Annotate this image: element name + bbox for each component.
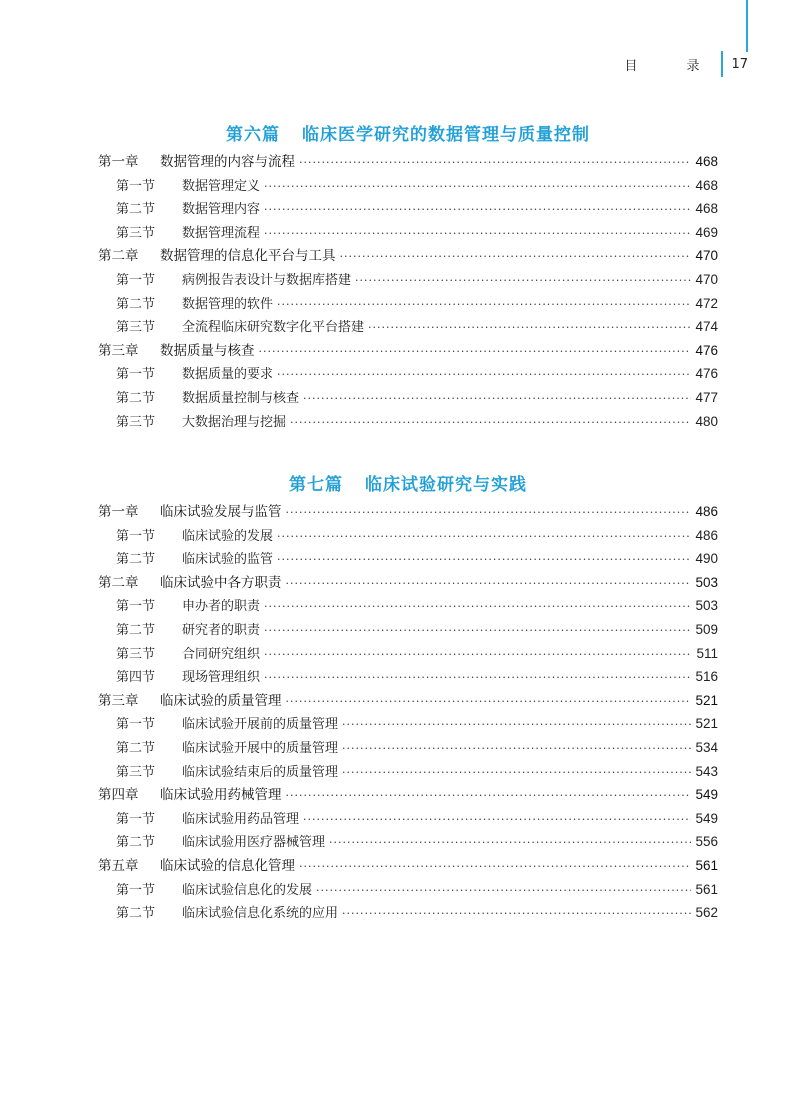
- entry-label: [116, 316, 364, 340]
- dot-leader: [329, 831, 691, 855]
- entry-page-number: 521: [695, 716, 718, 732]
- entry-title: 临床试验信息化系统的应用: [182, 906, 339, 922]
- entry-label: [116, 643, 260, 667]
- dot-leader: [264, 643, 692, 667]
- part-number: 第七篇: [289, 475, 343, 495]
- toc-section-entry[interactable]: [98, 642, 718, 666]
- toc-entries: [98, 500, 718, 925]
- entry-number: 第四章: [98, 787, 139, 804]
- entry-page-number: 561: [695, 881, 718, 897]
- entry-title: 数据质量的要求: [182, 367, 274, 383]
- header-divider: [721, 51, 723, 77]
- entry-number: 第二节: [116, 906, 156, 922]
- entry-label: [116, 879, 312, 903]
- entry-page-number: 476: [695, 342, 718, 358]
- entry-number: 第二节: [116, 390, 156, 406]
- toc-section-entry[interactable]: [98, 712, 718, 736]
- toc-section-entry[interactable]: [98, 410, 718, 434]
- entry-title: 数据管理的信息化平台与工具: [160, 248, 336, 265]
- toc-chapter-entry[interactable]: [98, 150, 718, 174]
- part-title: [98, 470, 718, 500]
- header-top-rule: [746, 0, 748, 52]
- toc-section-entry[interactable]: [98, 618, 718, 642]
- dot-leader: [342, 761, 691, 785]
- toc-chapter-entry[interactable]: [98, 689, 718, 713]
- entry-number: 第一节: [116, 367, 156, 383]
- entry-page-number: 468: [695, 154, 718, 169]
- toc-section-entry[interactable]: [98, 221, 718, 245]
- entry-label: [98, 501, 282, 525]
- entry-title: 临床试验开展前的质量管理: [182, 717, 339, 733]
- entry-label: [116, 525, 273, 549]
- toc-section-entry[interactable]: [98, 830, 718, 854]
- entry-number: 第一节: [116, 811, 156, 827]
- entry-number: 第二章: [98, 248, 139, 265]
- entry-label: [116, 222, 260, 246]
- dot-leader: [264, 595, 691, 619]
- entry-title: 合同研究组织: [182, 646, 261, 662]
- entry-title: 病例报告表设计与数据库搭建: [182, 272, 352, 288]
- entry-title: 临床试验中各方职责: [160, 574, 282, 591]
- entry-title: 数据管理内容: [182, 202, 261, 218]
- entry-title: 临床试验的信息化管理: [160, 857, 295, 874]
- entry-number: 第一节: [116, 717, 156, 733]
- entry-number: 第二节: [116, 740, 156, 756]
- entry-number: 第一节: [116, 599, 156, 615]
- toc-section-entry[interactable]: [98, 524, 718, 548]
- entry-page-number: 476: [695, 366, 718, 382]
- entry-page-number: 486: [695, 504, 718, 519]
- toc-entries: [98, 150, 718, 433]
- dot-leader: [264, 619, 691, 643]
- toc-section-entry[interactable]: [98, 760, 718, 784]
- entry-page-number: 470: [695, 248, 718, 264]
- page-number: 17: [731, 56, 748, 72]
- toc-section-entry[interactable]: [98, 197, 718, 221]
- entry-page-number: 561: [695, 857, 718, 873]
- dot-leader: [259, 340, 692, 364]
- dot-leader: [303, 808, 691, 832]
- toc-section-entry[interactable]: [98, 594, 718, 618]
- entry-label: [98, 690, 282, 714]
- toc-section-entry[interactable]: [98, 736, 718, 760]
- entry-title: 现场管理组织: [182, 670, 261, 686]
- entry-label: [116, 269, 351, 293]
- entry-page-number: 534: [695, 739, 718, 755]
- entry-page-number: 503: [695, 574, 718, 590]
- dot-leader: [264, 666, 691, 690]
- entry-page-number: 521: [695, 692, 718, 708]
- dot-leader: [355, 269, 691, 293]
- entry-page-number: 562: [695, 905, 718, 921]
- entry-title: 数据管理定义: [182, 178, 261, 194]
- toc-section-entry[interactable]: [98, 807, 718, 831]
- entry-number: 第二节: [116, 296, 156, 312]
- entry-number: 第二节: [116, 622, 156, 638]
- entry-label: [116, 808, 299, 832]
- toc-section-entry[interactable]: [98, 174, 718, 198]
- dot-leader: [316, 879, 691, 903]
- entry-label: [116, 595, 260, 619]
- entry-label: [116, 293, 273, 317]
- dot-leader: [277, 525, 691, 549]
- toc-chapter-entry[interactable]: [98, 854, 718, 878]
- entry-label: [98, 855, 295, 879]
- entry-title: 临床试验用药械管理: [160, 787, 282, 804]
- toc-section-entry[interactable]: [98, 292, 718, 316]
- entry-label: [98, 784, 282, 808]
- entry-page-number: 468: [695, 201, 718, 217]
- entry-number: 第三节: [116, 646, 156, 662]
- entry-page-number: 477: [695, 389, 718, 405]
- entry-label: [98, 340, 255, 364]
- dot-leader: [277, 293, 691, 317]
- part-number: 第六篇: [226, 125, 280, 145]
- toc-section-entry[interactable]: [98, 315, 718, 339]
- entry-number: 第一节: [116, 882, 156, 898]
- entry-page-number: 474: [695, 319, 718, 335]
- entry-number: 第三节: [116, 414, 156, 430]
- entry-label: [116, 737, 338, 761]
- dot-leader: [264, 222, 691, 246]
- entry-label: [116, 548, 273, 572]
- dot-leader: [299, 151, 691, 175]
- entry-number: 第二节: [116, 552, 156, 568]
- entry-page-number: 543: [695, 763, 718, 779]
- dot-leader: [277, 363, 691, 387]
- entry-page-number: 486: [695, 527, 718, 543]
- entry-title: 研究者的职责: [182, 622, 261, 638]
- entry-title: 全流程临床研究数字化平台搭建: [182, 320, 365, 336]
- dot-leader: [299, 855, 691, 879]
- dot-leader: [368, 316, 691, 340]
- entry-number: 第一节: [116, 528, 156, 544]
- entry-label: [98, 245, 336, 269]
- entry-number: 第三章: [98, 692, 139, 709]
- entry-title: 数据质量与核查: [160, 342, 255, 359]
- entry-page-number: 516: [695, 669, 718, 685]
- entry-page-number: 503: [695, 598, 718, 614]
- entry-number: 第一章: [98, 504, 139, 520]
- dot-leader: [303, 387, 691, 411]
- toc-section-entry[interactable]: [98, 901, 718, 925]
- entry-label: [116, 411, 286, 435]
- dot-leader: [342, 737, 691, 761]
- toc-section-entry[interactable]: [98, 547, 718, 571]
- entry-label: [116, 761, 338, 785]
- toc-chapter-entry[interactable]: [98, 500, 718, 524]
- toc-chapter-entry[interactable]: [98, 783, 718, 807]
- entry-page-number: 469: [695, 224, 718, 240]
- entry-page-number: 549: [695, 787, 718, 803]
- dot-leader: [264, 175, 691, 199]
- part-name: 临床医学研究的数据管理与质量控制: [302, 125, 590, 145]
- entry-page-number: 480: [695, 413, 718, 429]
- entry-page-number: 511: [696, 645, 718, 661]
- entry-number: 第三章: [98, 342, 139, 359]
- dot-leader: [286, 572, 692, 596]
- toc-section-entry[interactable]: [98, 268, 718, 292]
- entry-number: 第三节: [116, 764, 156, 780]
- entry-page-number: 472: [695, 295, 718, 311]
- entry-title: 临床试验的监管: [182, 552, 274, 568]
- dot-leader: [264, 198, 691, 222]
- toc-section-entry[interactable]: [98, 665, 718, 689]
- entry-label: [116, 198, 260, 222]
- part-name: 临床试验研究与实践: [365, 475, 527, 495]
- dot-leader: [340, 245, 692, 269]
- entry-number: 第二章: [98, 574, 139, 591]
- toc-part-7: [98, 470, 718, 925]
- entry-title: 申办者的职责: [182, 599, 261, 615]
- part-title: [98, 120, 718, 150]
- entry-number: 第一节: [116, 178, 156, 194]
- entry-title: 数据管理的内容与流程: [160, 154, 295, 170]
- toc-section-entry[interactable]: [98, 386, 718, 410]
- entry-number: 第一节: [116, 272, 156, 288]
- toc-part-6: [98, 120, 718, 433]
- entry-page-number: 556: [695, 834, 718, 850]
- entry-label: [116, 619, 260, 643]
- entry-title: 临床试验用医疗器械管理: [182, 835, 326, 851]
- entry-label: [116, 175, 260, 199]
- dot-leader: [342, 713, 691, 737]
- entry-label: [116, 831, 325, 855]
- entry-title: 临床试验开展中的质量管理: [182, 740, 339, 756]
- entry-title: 数据管理的软件: [182, 296, 274, 312]
- entry-number: 第三节: [116, 320, 156, 336]
- toc-chapter-entry[interactable]: [98, 571, 718, 595]
- entry-number: 第一章: [98, 154, 139, 170]
- entry-title: 临床试验信息化的发展: [182, 882, 313, 898]
- entry-number: 第二节: [116, 835, 156, 851]
- entry-page-number: 468: [695, 177, 718, 193]
- entry-number: 第二节: [116, 202, 156, 218]
- entry-page-number: 470: [695, 271, 718, 287]
- header-title: 目 录: [624, 58, 718, 74]
- entry-page-number: 549: [695, 810, 718, 826]
- entry-label: [116, 902, 338, 926]
- entry-title: 临床试验的发展: [182, 528, 274, 544]
- toc-section-entry[interactable]: [98, 362, 718, 386]
- dot-leader: [290, 411, 691, 435]
- entry-title: 数据管理流程: [182, 225, 261, 241]
- running-header: [624, 52, 748, 76]
- dot-leader: [286, 690, 692, 714]
- dot-leader: [286, 784, 692, 808]
- toc-section-entry[interactable]: [98, 878, 718, 902]
- dot-leader: [286, 501, 692, 525]
- entry-label: [98, 572, 282, 596]
- entry-page-number: 509: [695, 621, 718, 637]
- entry-label: [116, 363, 273, 387]
- entry-number: 第五章: [98, 857, 139, 874]
- entry-title: 临床试验用药品管理: [182, 811, 300, 827]
- entry-title: 临床试验结束后的质量管理: [182, 764, 339, 780]
- dot-leader: [277, 548, 691, 572]
- entry-label: [98, 151, 295, 175]
- entry-label: [116, 666, 260, 690]
- entry-number: 第三节: [116, 225, 156, 241]
- dot-leader: [342, 902, 691, 926]
- entry-number: 第四节: [116, 670, 156, 686]
- entry-title: 临床试验的质量管理: [160, 692, 282, 709]
- toc-chapter-entry[interactable]: [98, 244, 718, 268]
- entry-label: [116, 713, 338, 737]
- entry-title: 数据质量控制与核查: [182, 390, 300, 406]
- entry-page-number: 490: [695, 551, 718, 567]
- entry-title: 大数据治理与挖掘: [182, 414, 287, 430]
- entry-title: 临床试验发展与监管: [160, 504, 282, 520]
- toc-chapter-entry[interactable]: [98, 339, 718, 363]
- entry-label: [116, 387, 299, 411]
